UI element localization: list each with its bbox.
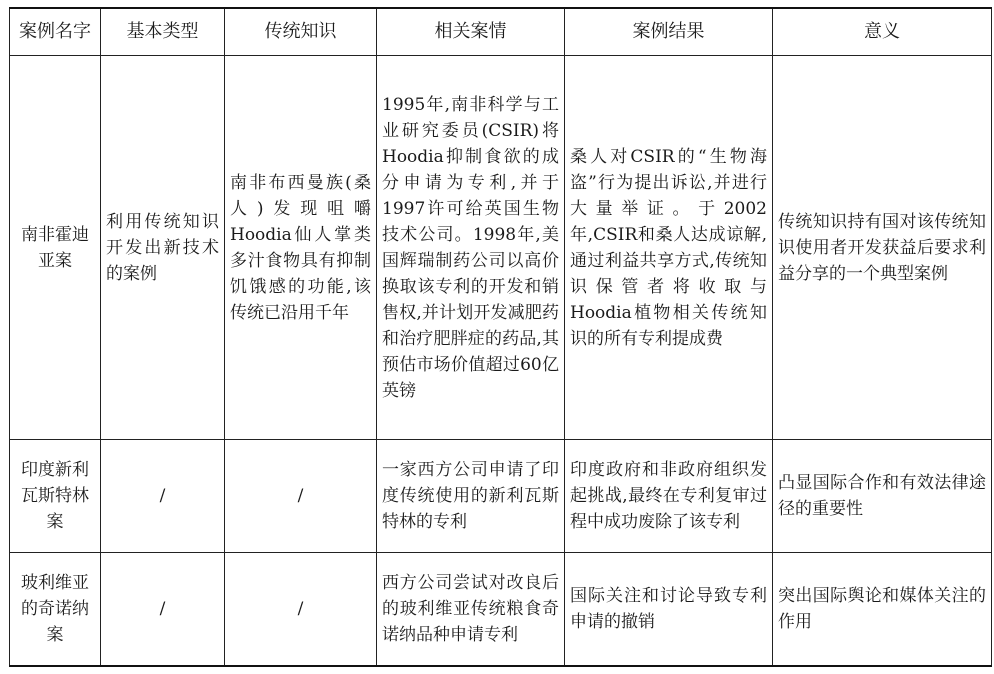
traditional-knowledge-cell: / — [225, 440, 377, 553]
significance-cell: 传统知识持有国对该传统知识使用者开发获益后要求利益分享的一个典型案例 — [773, 56, 992, 440]
traditional-knowledge-cell: / — [225, 553, 377, 666]
header-traditional-knowledge: 传统知识 — [225, 8, 377, 56]
table-header-row — [10, 8, 992, 56]
header-case-result: 案例结果 — [565, 8, 773, 56]
case-name-cell: 印度新利瓦斯特林案 — [10, 440, 101, 553]
table-row — [10, 440, 992, 553]
case-result-cell: 国际关注和讨论导致专利申请的撤销 — [565, 553, 773, 666]
basic-type-cell: / — [101, 440, 225, 553]
case-facts-cell: 1995年,南非科学与工业研究委员(CSIR)将Hoodia抑制食欲的成分申请为专利,并于1997许可给英国生物技术公司。1998年,美国辉瑞制药公司以高价换取该专利的开发和销售权,并计划开发减肥药和治疗肥胖症的药品,其预估市场价值超过60亿英镑 — [377, 56, 565, 440]
significance-cell: 突出国际舆论和媒体关注的作用 — [773, 553, 992, 666]
case-name-cell: 玻利维亚的奇诺纳案 — [10, 553, 101, 666]
header-case-facts: 相关案情 — [377, 8, 565, 56]
case-name-cell: 南非霍迪亚案 — [10, 56, 101, 440]
cases-table — [9, 7, 992, 667]
header-case-name: 案例名字 — [10, 8, 101, 56]
case-result-cell: 印度政府和非政府组织发起挑战,最终在专利复审过程中成功废除了该专利 — [565, 440, 773, 553]
basic-type-cell: / — [101, 553, 225, 666]
case-result-cell: 桑人对CSIR的“生物海盗”行为提出诉讼,并进行大量举证。于2002年,CSIR和桑人达成谅解,通过利益共享方式,传统知识保管者将收取与Hoodia植物相关传统知识的所有专利提成费 — [565, 56, 773, 440]
case-facts-cell: 一家西方公司申请了印度传统使用的新利瓦斯特林的专利 — [377, 440, 565, 553]
table-row — [10, 553, 992, 666]
header-significance: 意义 — [773, 8, 992, 56]
header-basic-type: 基本类型 — [101, 8, 225, 56]
basic-type-cell: 利用传统知识开发出新技术的案例 — [101, 56, 225, 440]
significance-cell: 凸显国际合作和有效法律途径的重要性 — [773, 440, 992, 553]
case-facts-cell: 西方公司尝试对改良后的玻利维亚传统粮食奇诺纳品种申请专利 — [377, 553, 565, 666]
traditional-knowledge-cell: 南非布西曼族(桑人)发现咀嚼Hoodia仙人掌类多汁食物具有抑制饥饿感的功能,该传统已沿用千年 — [225, 56, 377, 440]
table-row — [10, 56, 992, 440]
